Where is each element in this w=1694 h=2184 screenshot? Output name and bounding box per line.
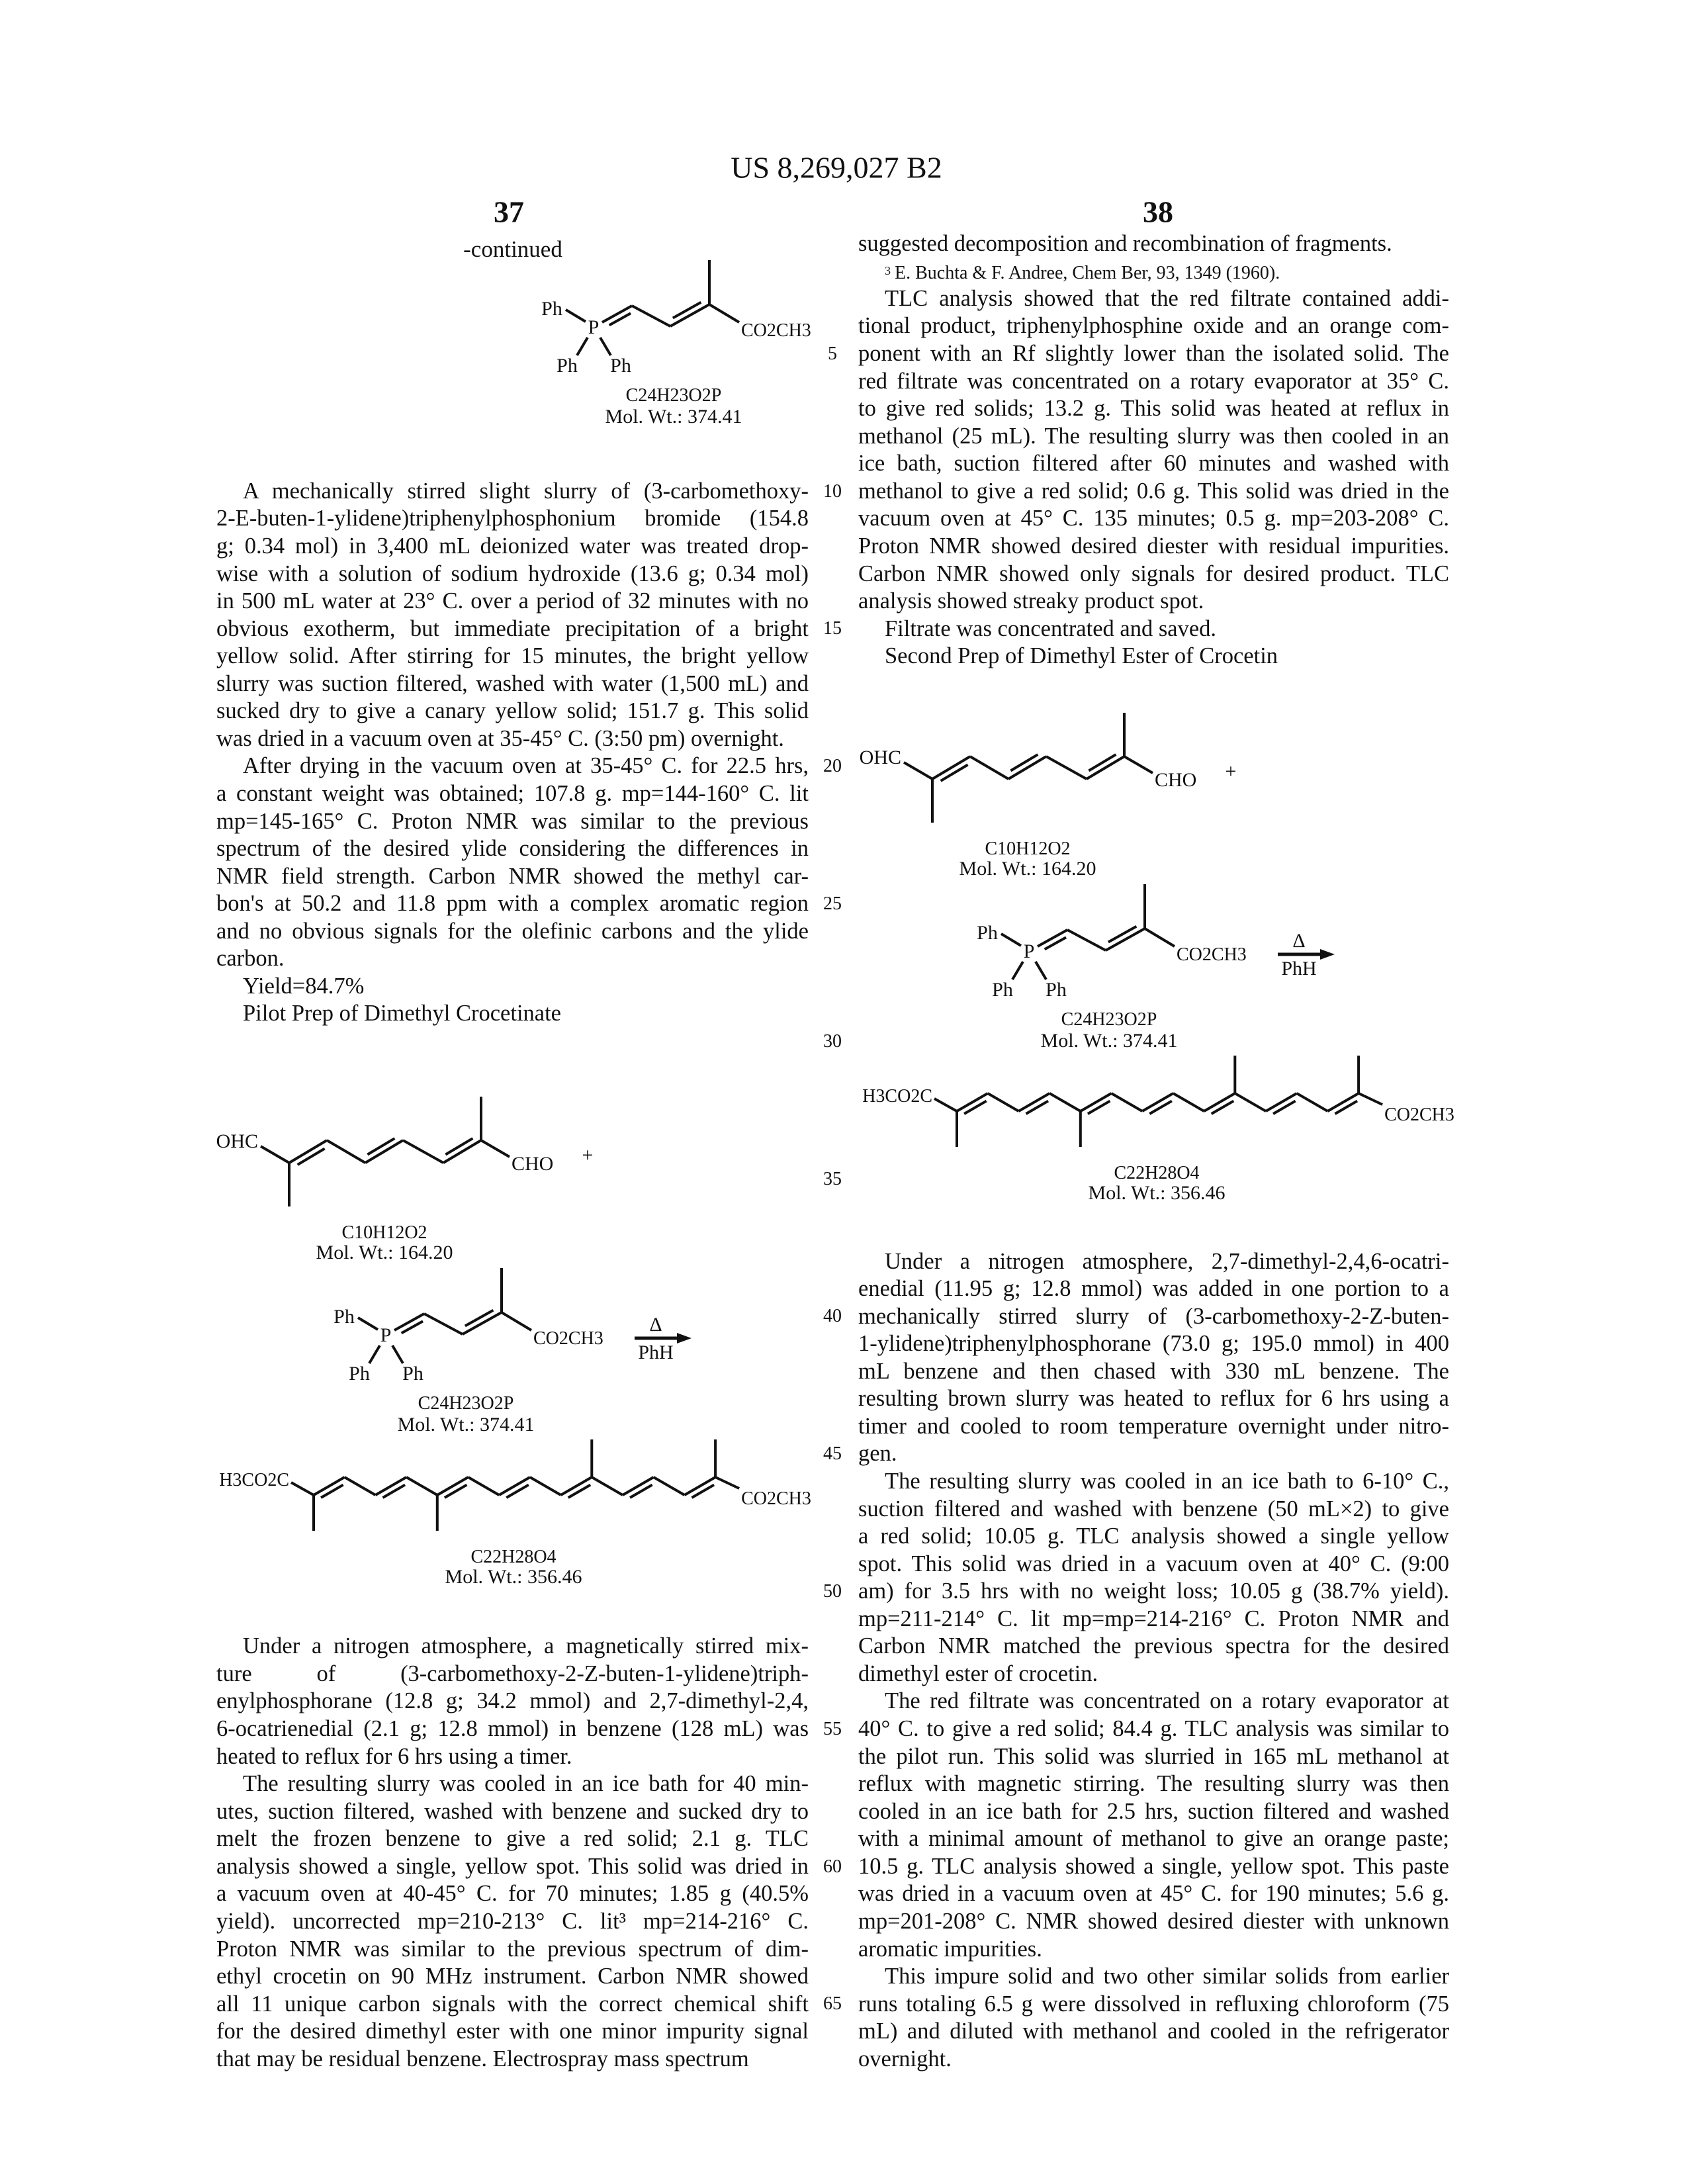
text-line: methanol (25 mL). The resulting slurry was then cooled in an [858,423,1449,451]
text-line: suggested decomposition and recombination of fragments. [858,230,1449,258]
text-line: bon's at 50.2 and 11.8 ppm with a complex aromatic region [216,890,809,918]
text-line: a red solid; 10.05 g. TLC analysis showed a single yellow [858,1523,1449,1551]
text-line: vacuum oven at 45° C. 135 minutes; 0.5 g. mp=203-208° C. [858,505,1449,533]
text-line: Under a nitrogen atmosphere, a magnetically stirred mix- [216,1633,809,1661]
single-bond [934,1099,957,1111]
ester-label: CO2CH3 [1384,1106,1454,1124]
ester-label: CO2CH3 [741,1490,811,1508]
molecular-weight: Mol. Wt.: 374.41 [1041,1031,1178,1051]
line-number: 60 [823,1856,842,1878]
text-line: sucked dry to give a canary yellow solid; 151.7 g. This solid [216,698,809,725]
text-line: ice bath, suction filtered after 60 minutes and washed with [858,450,1449,478]
text-line: mechanically stirred slurry of (3-carbomethoxy-2-Z-buten- [858,1303,1449,1331]
right-page-number: 38 [1143,195,1173,230]
double-bond-inner [568,1485,591,1498]
single-bond [1297,1093,1328,1111]
text-line: The resulting slurry was cooled in an ice bath to 6-10° C., [858,1468,1449,1496]
single-bond [345,1477,376,1495]
text-line: enylphosphorane (12.8 g; 34.2 mmol) and 2,7-dimethyl-2,4, [216,1688,809,1715]
text-line: Carbon NMR showed only signals for desired product. TLC [858,561,1449,588]
single-bond [502,1312,531,1330]
continued-label: -continued [463,236,562,263]
aldehyde-label: CHO [512,1154,553,1174]
phenyl-label: Ph [610,356,631,376]
double-bond-inner [1273,1101,1296,1114]
text-line: red filtrate was concentrated on a rotary evaporator at 35° C. [858,368,1449,396]
text-line: analysis showed streaky product spot. [858,588,1449,615]
text-line: heated to reflux for 6 hrs using a timer. [216,1743,809,1771]
text-line: wise with a solution of sodium hydroxide (13.6 g; 0.34 mol) [216,561,809,588]
single-bond [530,1477,561,1495]
single-bond [1046,756,1087,779]
single-bond [392,1345,403,1363]
text-line: suction filtered and washed with benzene (50 mL×2) to give [858,1496,1449,1524]
single-bond [403,1140,443,1163]
molecular-formula: C24H23O2P [626,387,722,405]
phenyl-label: Ph [402,1364,424,1384]
single-bond [1235,1093,1266,1111]
single-bond [261,1146,289,1163]
single-bond [715,1477,739,1488]
patent-number: US 8,269,027 B2 [731,150,942,185]
double-bond-inner [445,1485,467,1498]
aldehyde-label: OHC [216,1132,258,1152]
text-line: mp=211-214° C. lit mp=mp=214-216° C. Proton NMR and [858,1606,1449,1633]
text-line: resulting brown slurry was heated to reflux for 6 hrs using a [858,1385,1449,1413]
text-line: mp=145-165° C. Proton NMR was similar to the previous [216,808,809,836]
single-bond [1112,1093,1143,1111]
molecular-weight: Mol. Wt.: 164.20 [316,1243,453,1263]
arrow-head-icon [677,1333,691,1343]
footnote-text: E. Buchta & F. Andree, Chem Ber, 93, 1349 (1960). [895,263,1280,283]
ester-label: CO2CH3 [533,1330,603,1348]
single-bond [1012,962,1023,979]
text-line: Yield=84.7% [216,973,809,1001]
text-line: Under a nitrogen atmosphere, 2,7-dimethyl-2,4,6-ocatri- [858,1248,1449,1276]
double-bond-inner [506,1485,529,1498]
text-line: slurry was suction filtered, washed with water (1,500 mL) and [216,670,809,698]
single-bond [327,1140,365,1163]
phenyl-label: Ph [992,980,1013,1000]
text-line: 40° C. to give a red solid; 84.4 g. TLC analysis was similar to [858,1715,1449,1743]
phosphorus-label: P [380,1326,392,1345]
plus-sign: + [582,1146,594,1165]
text-line: mp=201-208° C. NMR showed desired diester with unknown [858,1908,1449,1936]
text-line: obvious exotherm, but immediate precipitation of a bright [216,615,809,643]
footnote [885,257,1447,285]
left-page-number: 37 [494,195,524,230]
single-bond [1001,934,1021,946]
text-line: yellow solid. After stirring for 15 minutes, the bright yellow [216,643,809,670]
molecular-weight: Mol. Wt.: 374.41 [605,407,742,427]
patent-page [0,0,1694,2184]
line-number: 35 [823,1169,842,1190]
phenyl-label: Ph [334,1307,355,1327]
molecular-weight: Mol. Wt.: 356.46 [445,1567,582,1587]
line-number: 65 [823,1993,842,2015]
double-bond-inner [691,1485,714,1498]
text-line: After drying in the vacuum oven at 35-45° C. for 22.5 hrs, [216,752,809,780]
phenyl-label: Ph [1046,980,1067,1000]
single-bond [468,1477,500,1495]
line-number: 10 [823,481,842,502]
single-bond [1036,962,1046,979]
text-line: carbon. [216,945,809,973]
ester-label: H3CO2C [219,1471,289,1490]
ester-label: CO2CH3 [1177,946,1247,964]
molecular-formula: C22H28O4 [470,1548,556,1567]
line-number: 30 [823,1031,842,1052]
double-bond-inner [1045,937,1066,949]
text-line: This impure solid and two other similar solids from earlier [858,1963,1449,1991]
text-line: mL) and diluted with methanol and cooled in the refrigerator [858,2018,1449,2046]
single-bond [904,762,932,779]
text-line: The red filtrate was concentrated on a rotary evaporator at [858,1688,1449,1715]
double-bond-inner [382,1485,405,1498]
molecular-formula: C24H23O2P [418,1394,514,1413]
single-bond [600,338,611,355]
double-bond-inner [1212,1101,1234,1114]
text-line: tional product, triphenylphosphine oxide and an orange com- [858,312,1449,340]
line-number: 15 [823,618,842,639]
text-line: Proton NMR was similar to the previous spectrum of dim- [216,1936,809,1964]
text-line: ponent with an Rf slightly lower than the isolated solid. The [858,340,1449,368]
text-line: Filtrate was concentrated and saved. [858,615,1449,643]
text-line: aromatic impurities. [858,1936,1449,1964]
single-bond [406,1477,437,1495]
text-line: spot. This solid was dried in a vacuum oven at 40° C. (9:00 [858,1551,1449,1578]
text-line: to give red solids; 13.2 g. This solid was heated at reflux in [858,395,1449,423]
text-line: spectrum of the desired ylide considering the differences in [216,835,809,863]
molecular-formula: C22H28O4 [1114,1164,1199,1183]
text-line: analysis showed a single, yellow spot. This solid was dried in [216,1853,809,1881]
text-line: dimethyl ester of crocetin. [858,1661,1449,1688]
text-line: NMR field strength. Carbon NMR showed the methyl car- [216,863,809,891]
text-line: TLC analysis showed that the red filtrate contained addi- [858,285,1449,313]
text-line: Proton NMR showed desired diester with residual impurities. [858,533,1449,561]
line-number: 20 [823,756,842,777]
single-bond [577,338,588,355]
ester-label: CO2CH3 [741,322,811,340]
molecular-formula: C24H23O2P [1061,1011,1157,1029]
footnote-marker: 3 [885,264,891,277]
single-bond [291,1482,314,1495]
text-line: yield). uncorrected mp=210-213° C. lit³ mp=214-216° C. [216,1908,809,1936]
single-bond [481,1140,510,1157]
text-line: a vacuum oven at 40-45° C. for 70 minutes; 1.85 g (40.5% [216,1880,809,1908]
text-line: and no obvious signals for the olefinic carbons and the ylide [216,918,809,946]
molecular-weight: Mol. Wt.: 356.46 [1089,1183,1226,1203]
aldehyde-label: OHC [860,748,901,768]
double-bond-inner [1088,1101,1110,1114]
phenyl-label: Ph [349,1364,370,1384]
text-line: timer and cooled to room temperature overnight under nitro- [858,1413,1449,1441]
text-line: 1-ylidene)triphenylphosphorane (73.0 g; 195.0 mmol) in 400 [858,1330,1449,1358]
double-bond-inner [609,313,631,325]
single-bond [988,1093,1019,1111]
text-line: overnight. [858,2046,1449,2073]
text-line: utes, suction filtered, washed with benzene and sucked dry to [216,1798,809,1826]
text-line: gen. [858,1440,1449,1468]
text-line: 10.5 g. TLC analysis showed a single, yellow spot. This paste [858,1853,1449,1881]
text-line: runs totaling 6.5 g were dissolved in refluxing chloroform (75 [858,1991,1449,2019]
text-line: Pilot Prep of Dimethyl Crocetinate [216,1000,809,1028]
double-bond-inner [321,1485,343,1498]
line-number: 45 [823,1443,842,1465]
single-bond [1067,930,1106,950]
phosphorus-label: P [588,318,600,338]
text-line: mL benzene and then chased with 330 mL benzene. The [858,1358,1449,1386]
text-line: am) for 3.5 hrs with no weight loss; 10.05 g (38.7% yield). [858,1578,1449,1606]
single-bond [358,1318,378,1330]
line-number: 50 [823,1581,842,1602]
reaction-heat-label: Δ [649,1315,662,1335]
single-bond [1359,1093,1382,1105]
line-number: 25 [823,893,842,915]
double-bond-inner [630,1485,652,1498]
single-bond [1173,1093,1204,1111]
reaction-heat-label: Δ [1292,931,1305,951]
text-line: was dried in a vacuum oven at 35-45° C. (3:50 pm) overnight. [216,725,809,753]
text-line: the pilot run. This solid was slurried in 165 mL methanol at [858,1743,1449,1771]
text-line: a constant weight was obtained; 107.8 g. mp=144-160° C. lit [216,780,809,808]
aldehyde-label: CHO [1155,770,1196,790]
single-bond [1145,929,1175,946]
molecular-weight: Mol. Wt.: 164.20 [959,859,1096,879]
single-bond [632,306,670,326]
plus-sign: + [1226,762,1237,782]
text-line: enedial (11.95 g; 12.8 mmol) was added in one portion to a [858,1275,1449,1303]
phenyl-label: Ph [541,299,562,319]
text-line: reflux with magnetic stirring. The resulting slurry was then [858,1770,1449,1798]
reaction-solvent-label: PhH [1281,959,1316,979]
text-line: A mechanically stirred slight slurry of (3-carbomethoxy- [216,478,809,506]
text-line: in 500 mL water at 23° C. over a period of 32 minutes with no [216,588,809,615]
molecular-weight: Mol. Wt.: 374.41 [398,1415,535,1435]
molecular-formula: C10H12O2 [341,1224,427,1242]
text-line: 6-ocatrienedial (2.1 g; 12.8 mmol) in benzene (128 mL) was [216,1715,809,1743]
double-bond-inner [1335,1101,1357,1114]
line-number: 55 [823,1719,842,1740]
text-line: ethyl crocetin on 90 MHz instrument. Carbon NMR showed [216,1963,809,1991]
text-line: melt the frozen benzene to give a red solid; 2.1 g. TLC [216,1825,809,1853]
phosphorus-label: P [1024,942,1035,962]
text-line: was dried in a vacuum oven at 45° C. for 190 minutes; 5.6 g. [858,1880,1449,1908]
text-line: Second Prep of Dimethyl Ester of Crocetin [858,643,1449,670]
double-bond-inner [402,1321,423,1333]
phenyl-label: Ph [557,356,578,376]
single-bond [1049,1093,1081,1111]
single-bond [566,310,586,322]
text-line: The resulting slurry was cooled in an ice bath for 40 min- [216,1770,809,1798]
text-line: cooled in an ice bath for 2.5 hrs, suction filtered and washed [858,1798,1449,1826]
double-bond-inner [1026,1101,1048,1114]
text-line: methanol to give a red solid; 0.6 g. This solid was dried in the [858,478,1449,506]
text-line: that may be residual benzene. Electrospray mass spectrum [216,2046,809,2073]
double-bond-inner [1149,1101,1172,1114]
ester-label: H3CO2C [862,1087,932,1106]
text-line: g; 0.34 mol) in 3,400 mL deionized water was treated drop- [216,533,809,561]
single-bond [369,1345,380,1363]
text-line: Carbon NMR matched the previous spectra for the desired [858,1633,1449,1661]
single-bond [654,1477,685,1495]
molecular-formula: C10H12O2 [985,840,1070,858]
line-number: 40 [823,1306,842,1327]
arrow-head-icon [1320,949,1335,960]
text-line: for the desired dimethyl ester with one minor impurity signal [216,2018,809,2046]
single-bond [424,1314,463,1334]
single-bond [970,756,1008,779]
single-bond [592,1477,623,1495]
line-number: 5 [828,343,837,365]
text-line: 2-E-buten-1-ylidene)triphenylphosphonium bromide (154.8 [216,505,809,533]
reaction-solvent-label: PhH [638,1343,673,1363]
text-line: ture of (3-carbomethoxy-2-Z-buten-1-ylidene)triph- [216,1661,809,1688]
text-line: all 11 unique carbon signals with the correct chemical shift [216,1991,809,2019]
single-bond [1124,756,1153,773]
single-bond [709,304,739,322]
phenyl-label: Ph [977,923,998,943]
double-bond-inner [964,1101,987,1114]
text-line: with a minimal amount of methanol to give an orange paste; [858,1825,1449,1853]
